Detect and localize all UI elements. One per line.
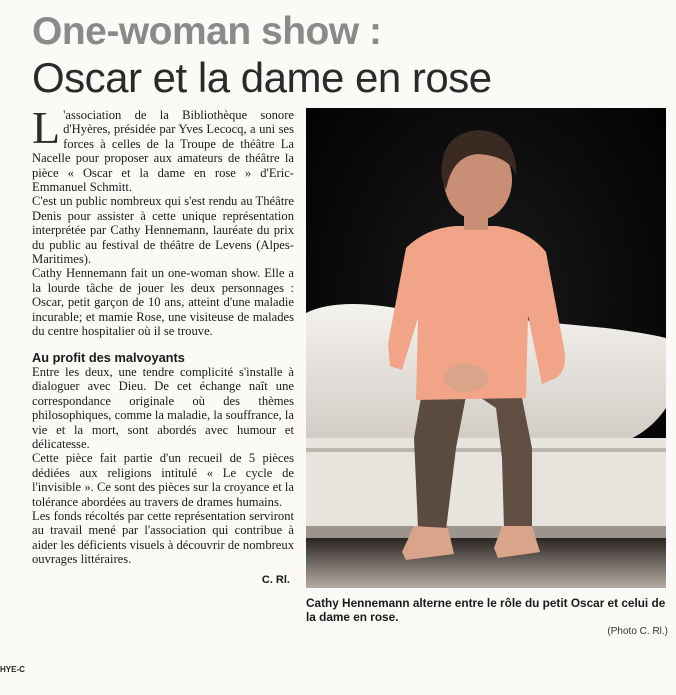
article-photo (306, 108, 666, 588)
photo-credit: (Photo C. Rl.) (607, 626, 668, 637)
paragraph-5: Cette pièce fait partie d'un recueil de 5 pièces dédiées aux religions intitulé « Le cycle de l'invisible ». Ce sont des pièces sur la croyance et la tolérance abordées au travers de drames humains. (32, 451, 294, 509)
drop-cap: L (32, 102, 61, 153)
article-subhead: Au profit des malvoyants (32, 349, 185, 365)
paragraph-1: L 'association de la Bibliothèque sonore d'Hyères, présidée par Yves Lecocq, a uni ses forces à celles de la Troupe de théâtre La Nacelle pour proposer aux amateurs de théâtre la pièce « Oscar et la dame en rose » d'Eric-Emmanuel Schmitt. (32, 102, 294, 195)
author-signature: C. Rl. (261, 573, 290, 586)
page-edge-mark: HYE-C (0, 665, 25, 674)
article-headline: Oscar et la dame en rose (32, 54, 492, 101)
paragraph-6: Les fonds récoltés par cette représentation serviront au travail mené par l'association qui contribue à aider les déficients visuels à découvrir de nombreux ouvrages littéraires. (32, 508, 294, 567)
photo-caption: Cathy Hennemann alterne entre le rôle du petit Oscar et celui de la dame en rose. (306, 596, 666, 624)
article-body (32, 102, 294, 587)
stage-photo-illustration (306, 108, 666, 588)
paragraph-4: Entre les deux, une tendre complicité s'installe à dialoguer avec Dieu. De cet échange naît une correspondance originale où des thèmes philosophiques, comme la maladie, la souffrance, la vie et la mort, sont abordés avec humour et délicatesse. (32, 364, 294, 451)
paragraph-2: C'est un public nombreux qui s'est rendu au Théâtre Denis pour assister à cette unique représentation interprétée par Cathy Hennemann, lauréate du prix du public au festival de théâtre de Levens (Alpes-Maritimes). (32, 194, 294, 267)
paragraph-3: Cathy Hennemann fait un one-woman show. Elle a la lourde tâche de jouer les deux personnages : Oscar, petit garçon de 10 ans, atteint d'une maladie incurable; et mamie Rose, une visiteuse de malades du centre hospitalier où il se trouve. (32, 266, 294, 339)
article-kicker: One-woman show : (32, 10, 382, 53)
